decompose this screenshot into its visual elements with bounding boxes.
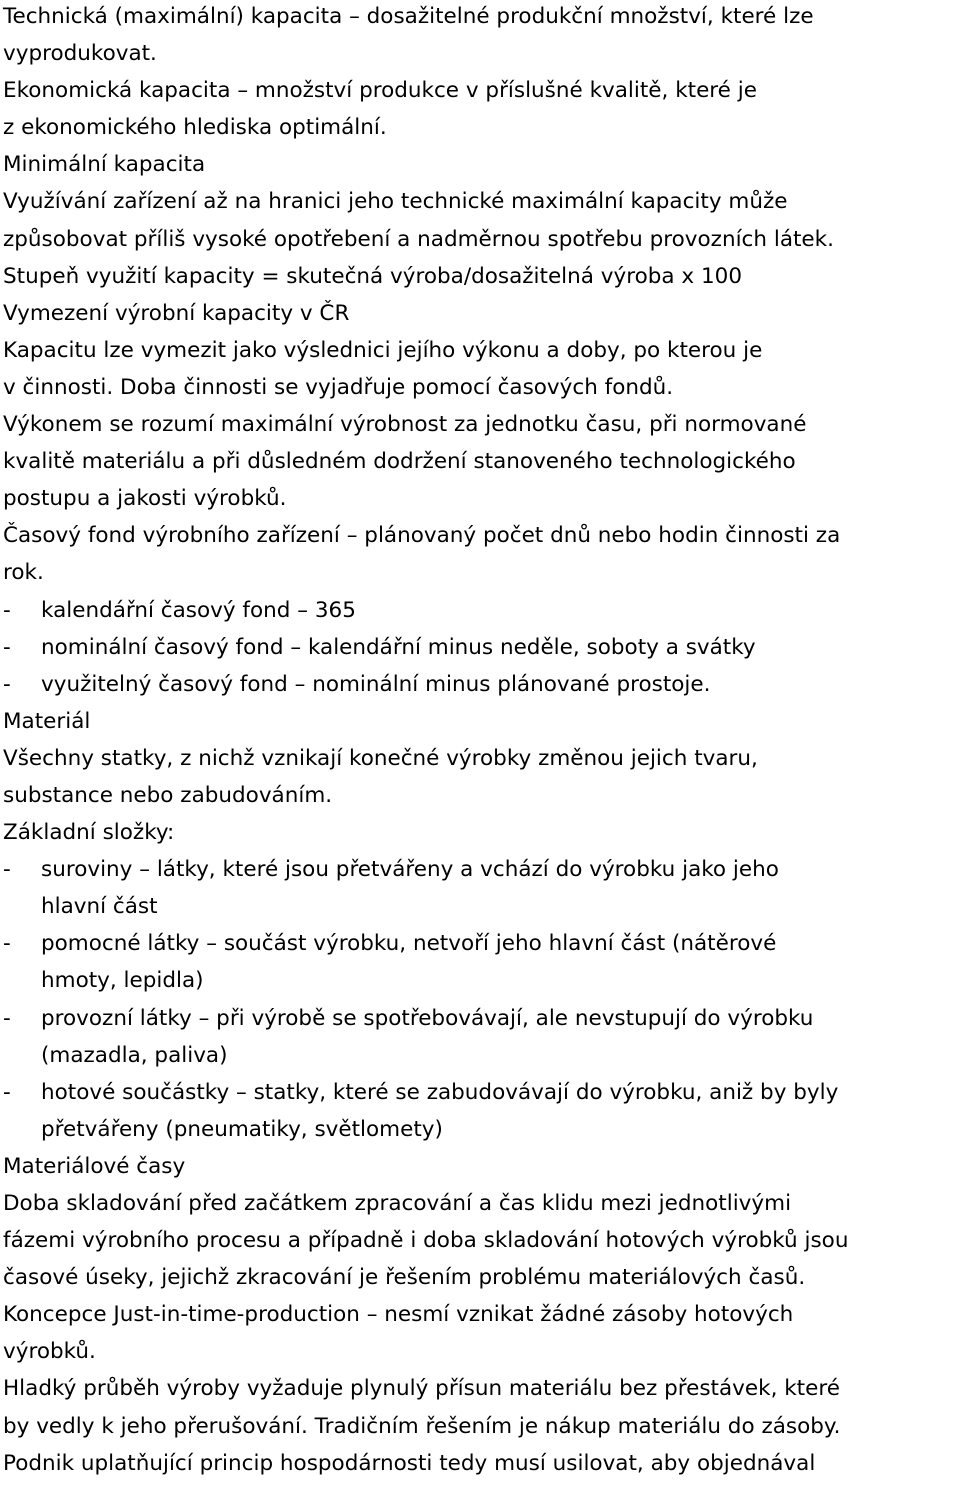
line-text: vyprodukovat. — [3, 41, 157, 67]
line-text: Stupeň využití kapacity = skutečná výroba/dosažitelná výroba x 100 — [3, 263, 742, 289]
text-line — [0, 1148, 960, 1185]
line-text: by vedly k jeho přerušování. Tradičním řešením je nákup materiálu do zásoby. — [3, 1413, 841, 1439]
line-text: substance nebo zabudováním. — [3, 782, 333, 808]
text-line — [0, 221, 960, 258]
line-text: přetvářeny (pneumatiky, světlomety) — [41, 1116, 443, 1142]
text-line — [0, 0, 960, 35]
text-line — [0, 1333, 960, 1370]
list-item — [0, 629, 960, 666]
line-text: fázemi výrobního procesu a případně i doba skladování hotových výrobků jsou — [3, 1228, 849, 1254]
bullet-marker: - — [3, 1079, 11, 1105]
list-item — [0, 1000, 960, 1037]
line-text: kalendářní časový fond – 365 — [41, 597, 356, 623]
text-line — [0, 443, 960, 480]
line-text: v činnosti. Doba činnosti se vyjadřuje pomocí časových fondů. — [3, 374, 674, 400]
text-line — [0, 1037, 960, 1074]
line-text: Minimální kapacita — [3, 152, 206, 178]
text-line — [0, 1408, 960, 1445]
line-text: časové úseky, jejichž zkracování je řešením problému materiálových časů. — [3, 1265, 806, 1291]
text-line — [0, 332, 960, 369]
line-text: Technická (maximální) kapacita – dosažitelné produkční množství, které lze — [3, 4, 814, 29]
text-line — [0, 109, 960, 146]
line-text: Základní složky: — [3, 820, 175, 846]
line-text: pomocné látky – součást výrobku, netvoří jeho hlavní část (nátěrové — [41, 931, 777, 957]
list-item — [0, 1074, 960, 1111]
bullet-marker: - — [3, 634, 11, 660]
text-line — [0, 888, 960, 925]
line-text: Využívání zařízení až na hranici jeho technické maximální kapacity může — [3, 189, 788, 215]
text-line — [0, 1445, 960, 1482]
line-text: z ekonomického hlediska optimální. — [3, 115, 387, 141]
line-text: (mazadla, paliva) — [41, 1042, 228, 1068]
line-text: Hladký průběh výroby vyžaduje plynulý přísun materiálu bez přestávek, které — [3, 1376, 840, 1402]
text-line — [0, 962, 960, 999]
text-line — [0, 1185, 960, 1222]
text-line — [0, 554, 960, 591]
list-item — [0, 925, 960, 962]
line-text: hlavní část — [41, 894, 158, 920]
line-text: hotové součástky – statky, které se zabudovávají do výrobku, aniž by byly — [41, 1079, 839, 1105]
line-text: využitelný časový fond – nominální minus plánované prostoje. — [41, 671, 711, 697]
text-line — [0, 72, 960, 109]
text-line — [0, 258, 960, 295]
text-line — [0, 406, 960, 443]
text-line — [0, 295, 960, 332]
bullet-marker: - — [3, 671, 11, 697]
line-text: Materiálové časy — [3, 1153, 186, 1179]
text-line — [0, 1296, 960, 1333]
list-item — [0, 592, 960, 629]
line-text: Kapacitu lze vymezit jako výslednici jejího výkonu a doby, po kterou je — [3, 337, 763, 363]
line-text: způsobovat příliš vysoké opotřebení a nadměrnou spotřebu provozních látek. — [3, 226, 834, 252]
text-line — [0, 480, 960, 517]
list-item — [0, 666, 960, 703]
text-line — [0, 703, 960, 740]
line-text: Výkonem se rozumí maximální výrobnost za jednotku času, při normované — [3, 412, 807, 438]
line-text: Materiál — [3, 708, 91, 734]
text-line — [0, 35, 960, 72]
text-line — [0, 517, 960, 554]
line-text: Koncepce Just-in-time-production – nesmí vznikat žádné zásoby hotových — [3, 1302, 794, 1328]
text-line — [0, 369, 960, 406]
text-line — [0, 183, 960, 220]
line-text: postupu a jakosti výrobků. — [3, 486, 287, 512]
line-text: rok. — [3, 560, 44, 586]
list-item — [0, 851, 960, 888]
line-text: Podnik uplatňující princip hospodárnosti tedy musí usilovat, aby objednával — [3, 1450, 816, 1476]
text-line — [0, 740, 960, 777]
line-text: Ekonomická kapacita – množství produkce v příslušné kvalitě, které je — [3, 78, 757, 104]
line-text: kvalitě materiálu a při důsledném dodržení stanoveného technologického — [3, 449, 796, 475]
bullet-marker: - — [3, 1005, 11, 1031]
bullet-marker: - — [3, 931, 11, 957]
line-text: Vymezení výrobní kapacity v ČR — [3, 300, 350, 326]
text-line — [0, 1370, 960, 1407]
line-text: Doba skladování před začátkem zpracování a čas klidu mezi jednotlivými — [3, 1191, 792, 1216]
line-text: Časový fond výrobního zařízení – plánovaný počet dnů nebo hodin činnosti za — [3, 523, 841, 549]
line-text: hmoty, lepidla) — [41, 968, 204, 994]
line-text: nominální časový fond – kalendářní minus neděle, soboty a svátky — [41, 634, 756, 660]
text-line — [0, 146, 960, 183]
line-text: suroviny – látky, které jsou přetvářeny a vchází do výrobku jako jeho — [41, 857, 779, 883]
text-line — [0, 814, 960, 851]
bullet-marker: - — [3, 857, 11, 883]
text-line — [0, 777, 960, 814]
line-text: provozní látky – při výrobě se spotřebovávají, ale nevstupují do výrobku — [41, 1005, 814, 1031]
text-line — [0, 1111, 960, 1148]
text-line — [0, 1222, 960, 1259]
line-text: Všechny statky, z nichž vznikají konečné výrobky změnou jejich tvaru, — [3, 745, 758, 771]
text-line — [0, 1259, 960, 1296]
line-text: výrobků. — [3, 1339, 96, 1365]
bullet-marker: - — [3, 597, 11, 623]
